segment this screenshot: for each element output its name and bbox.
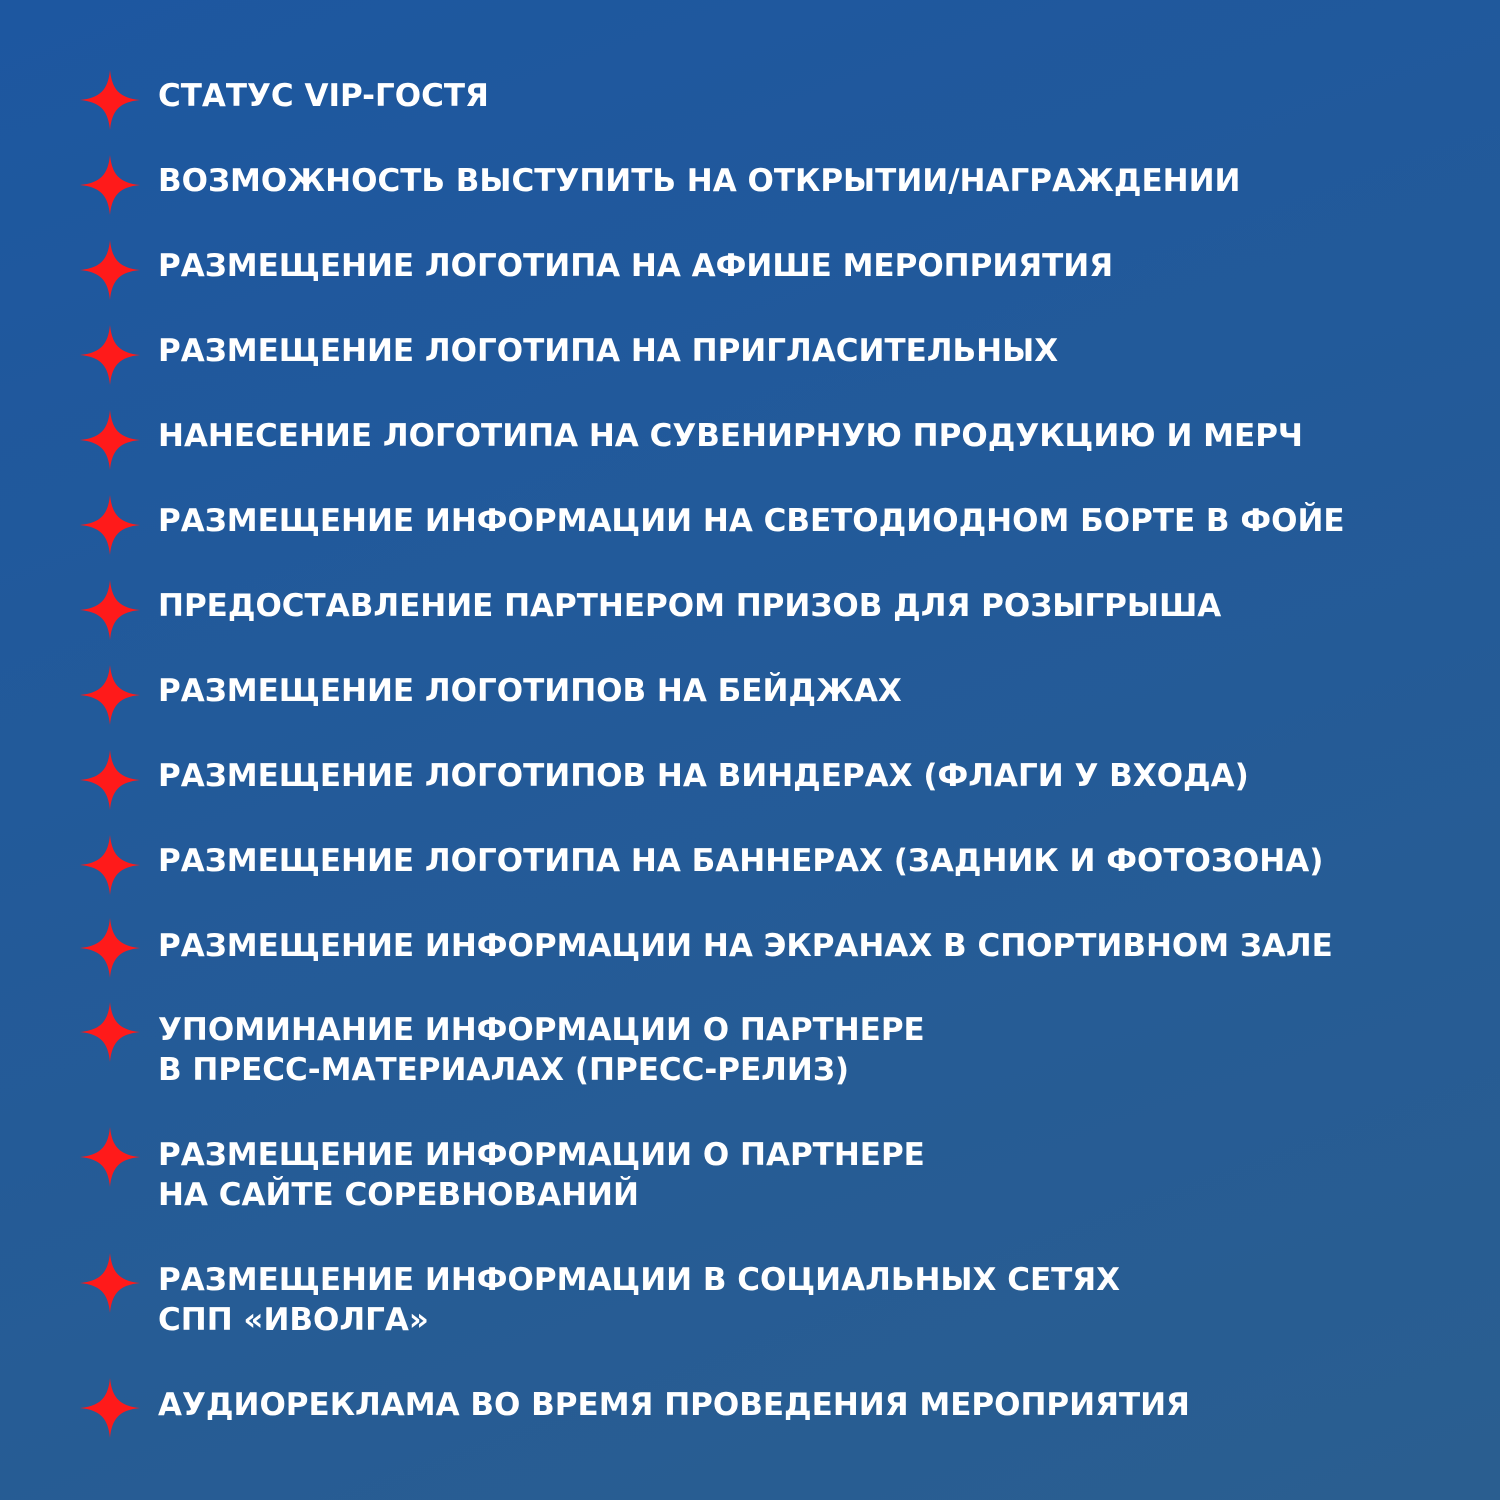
four-point-star-icon <box>80 580 140 640</box>
list-item-text <box>158 1135 925 1215</box>
list-item-text <box>158 246 1113 286</box>
list-item-line: УПОМИНАНИЕ ИНФОРМАЦИИ О ПАРТНЕРЕ <box>158 1012 925 1048</box>
four-point-star-icon <box>80 1253 140 1313</box>
four-point-star-icon <box>80 1127 140 1187</box>
list-item-line: РАЗМЕЩЕНИЕ ЛОГОТИПА НА АФИШЕ МЕРОПРИЯТИЯ <box>158 248 1114 284</box>
four-point-star-icon <box>80 155 140 215</box>
list-item-text <box>158 841 1323 881</box>
list-item-line: РАЗМЕЩЕНИЕ ИНФОРМАЦИИ В СОЦИАЛЬНЫХ СЕТЯХ <box>158 1262 1121 1298</box>
four-point-star-icon <box>80 918 140 978</box>
list-item-text <box>158 926 1333 966</box>
four-point-star-icon <box>80 240 140 300</box>
list-item-text <box>158 1010 925 1090</box>
four-point-star-icon <box>80 750 140 810</box>
list-item-text <box>158 1260 1120 1340</box>
list-item-line: РАЗМЕЩЕНИЕ ИНФОРМАЦИИ НА СВЕТОДИОДНОМ БОРТЕ В ФОЙЕ <box>158 503 1345 539</box>
list-item-text <box>158 161 1241 201</box>
list-item-line: В ПРЕСС-МАТЕРИАЛАХ (ПРЕСС-РЕЛИЗ) <box>158 1052 850 1088</box>
list-item-text <box>158 756 1249 796</box>
list-item-line: РАЗМЕЩЕНИЕ ЛОГОТИПА НА ПРИГЛАСИТЕЛЬНЫХ <box>158 333 1059 369</box>
list-item-line: НА САЙТЕ СОРЕВНОВАНИЙ <box>158 1177 639 1213</box>
four-point-star-icon <box>80 495 140 555</box>
list-item-line: РАЗМЕЩЕНИЕ ИНФОРМАЦИИ НА ЭКРАНАХ В СПОРТИВНОМ ЗАЛЕ <box>158 928 1333 964</box>
list-item-text <box>158 1385 1190 1425</box>
list-item-line: РАЗМЕЩЕНИЕ ЛОГОТИПА НА БАННЕРАХ (ЗАДНИК И ФОТОЗОНА) <box>158 843 1324 879</box>
list-item-line: АУДИОРЕКЛАМА ВО ВРЕМЯ ПРОВЕДЕНИЯ МЕРОПРИЯТИЯ <box>158 1387 1190 1423</box>
four-point-star-icon <box>80 70 140 130</box>
list-item-text <box>158 501 1345 541</box>
list-item-text <box>158 671 902 711</box>
four-point-star-icon <box>80 1002 140 1062</box>
list-item-text <box>158 586 1221 626</box>
four-point-star-icon <box>80 410 140 470</box>
four-point-star-icon <box>80 665 140 725</box>
list-item-line: РАЗМЕЩЕНИЕ ЛОГОТИПОВ НА ВИНДЕРАХ (ФЛАГИ У ВХОДА) <box>158 758 1249 794</box>
list-item-text <box>158 331 1058 371</box>
list-item-line: ВОЗМОЖНОСТЬ ВЫСТУПИТЬ НА ОТКРЫТИИ/НАГРАЖДЕНИИ <box>158 163 1241 199</box>
list-item-line: СТАТУС VIP-ГОСТЯ <box>158 78 489 114</box>
list-item-line: РАЗМЕЩЕНИЕ ЛОГОТИПОВ НА БЕЙДЖАХ <box>158 673 902 709</box>
four-point-star-icon <box>80 835 140 895</box>
list-item-text <box>158 76 489 116</box>
four-point-star-icon <box>80 1378 140 1438</box>
list-item-line: СПП «ИВОЛГА» <box>158 1302 429 1338</box>
list-item-line: ПРЕДОСТАВЛЕНИЕ ПАРТНЕРОМ ПРИЗОВ ДЛЯ РОЗЫГРЫША <box>158 588 1222 624</box>
list-item-line: НАНЕСЕНИЕ ЛОГОТИПА НА СУВЕНИРНУЮ ПРОДУКЦИЮ И МЕРЧ <box>158 418 1303 454</box>
four-point-star-icon <box>80 325 140 385</box>
list-item-text <box>158 416 1303 456</box>
list-item-line: РАЗМЕЩЕНИЕ ИНФОРМАЦИИ О ПАРТНЕРЕ <box>158 1137 925 1173</box>
